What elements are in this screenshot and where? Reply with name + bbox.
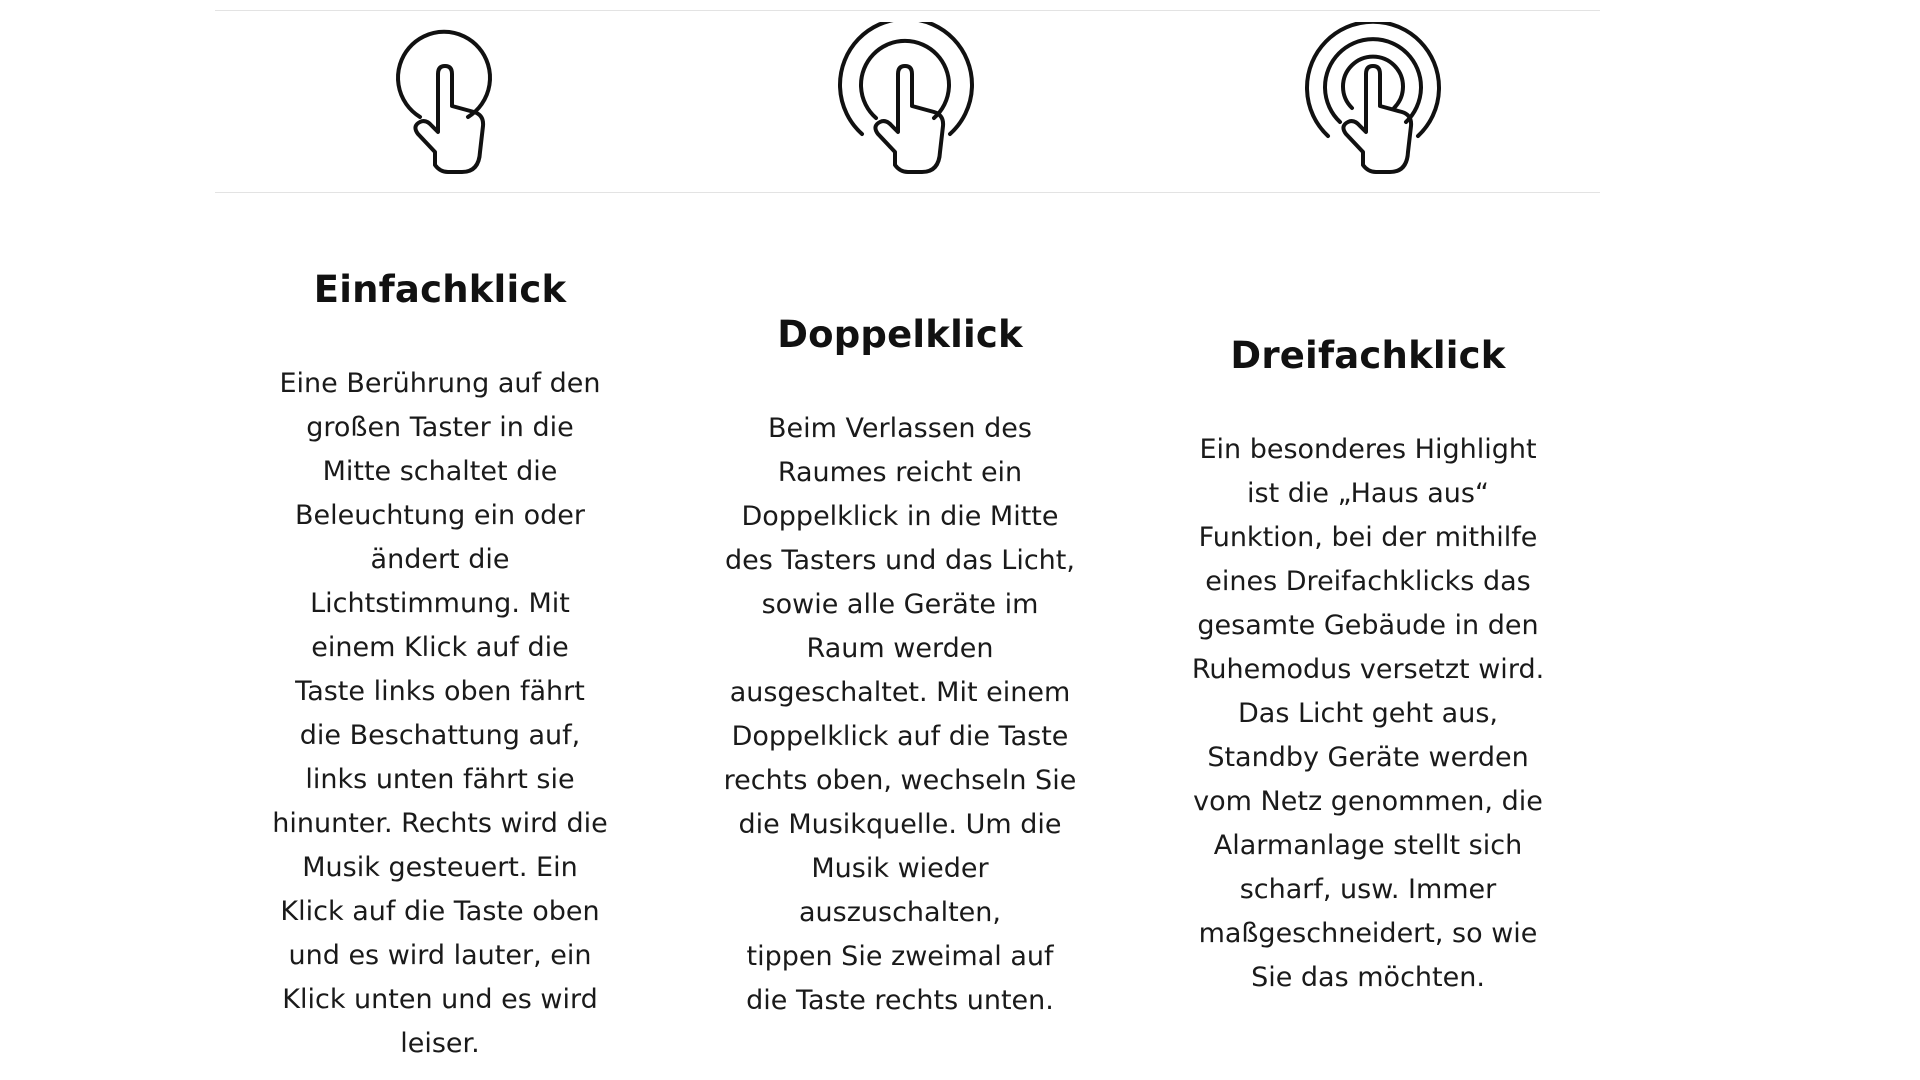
divider-bottom [215,192,1600,193]
title-double-click: Doppelklick [777,313,1023,356]
text-double-click: Beim Verlassen des Raumes reicht ein Doppelklick in die Mitte des Tasters und das Licht, sowie alle Geräte im Raum werden ausgeschaltet. Mit einem Doppelklick auf die Taste rechts oben, wechseln Sie die Musikquelle. Um die Musik wieder auszuschalten, tippen Sie zweimal auf die Taste rechts unten. [723,413,1077,1016]
divider-top [215,10,1600,11]
title-single-click: Einfachklick [313,268,567,311]
triple-tap-icon [1278,22,1458,182]
single-tap-icon [350,22,530,182]
column-double-click [700,313,1100,1023]
double-tap-icon [810,22,990,182]
column-triple-click [1168,334,1568,1000]
column-single-click [240,268,640,1066]
title-triple-click: Dreifachklick [1230,334,1506,377]
text-triple-click: Ein besonderes Highlight ist die „Haus aus“ Funktion, bei der mithilfe eines Dreifachklicks das gesamte Gebäude in den Ruhemodus versetzt wird. Das Licht geht aus, Standby Geräte werden vom Netz genommen, die Alarmanlage stellt sich scharf, usw. Immer maßgeschneidert, so wie Sie das möchten. [1191,434,1545,993]
text-single-click: Eine Berührung auf den großen Taster in die Mitte schaltet die Beleuchtung ein oder ändert die Lichtstimmung. Mit einem Klick auf die Taste links oben fährt die Beschattung auf, links unten fährt sie hinunter. Rechts wird die Musik gesteuert. Ein Klick auf die Taste oben und es wird lauter, ein Klick unten und es wird leiser. [272,368,608,1059]
